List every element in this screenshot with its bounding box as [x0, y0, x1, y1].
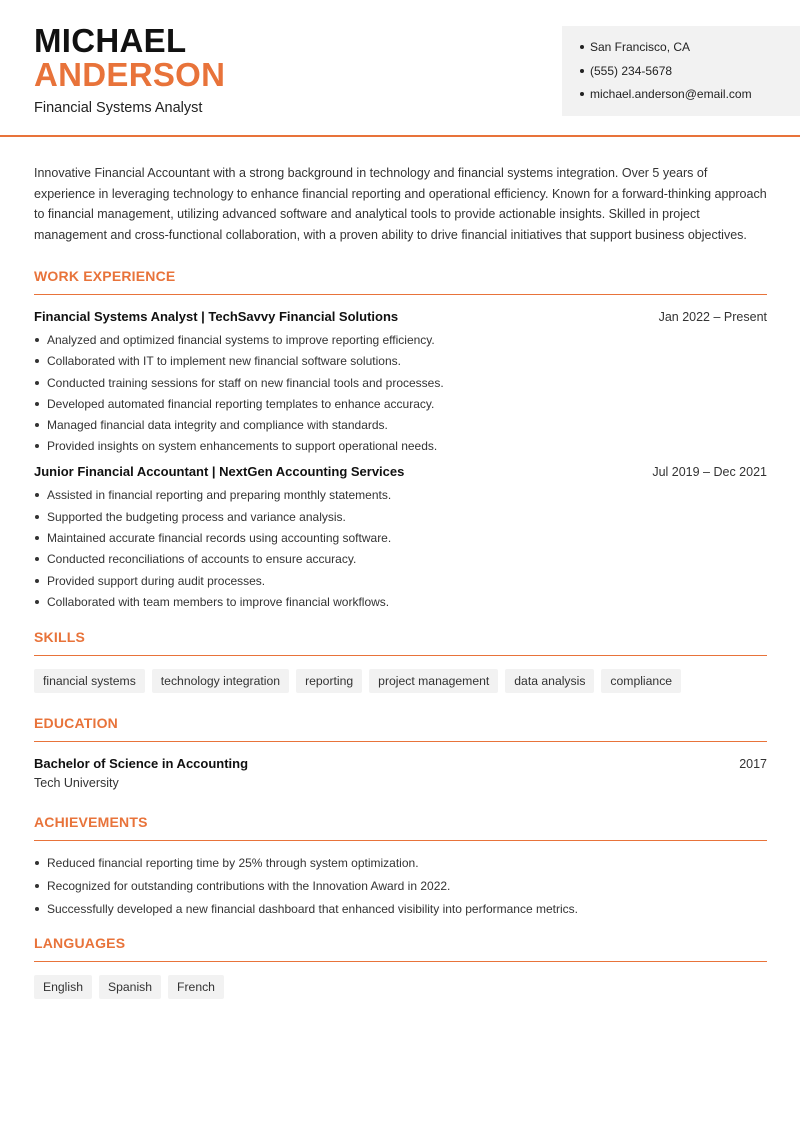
job-dates: Jan 2022 – Present [658, 310, 767, 324]
list-item: Recognized for outstanding contributions with the Innovation Award in 2022. [34, 878, 767, 894]
list-item: Collaborated with IT to implement new financial software solutions. [34, 353, 767, 369]
list-item: Collaborated with team members to improve financial workflows. [34, 594, 767, 610]
job-entry [34, 309, 767, 454]
section-title-languages: LANGUAGES [34, 935, 767, 962]
contact-location: San Francisco, CA [580, 39, 800, 63]
language-tag: English [34, 975, 92, 999]
section-title-skills: SKILLS [34, 629, 767, 656]
section-title-education: EDUCATION [34, 715, 767, 742]
language-tags [34, 975, 767, 999]
contact-phone: (555) 234-5678 [580, 63, 800, 87]
list-item: Conducted training sessions for staff on new financial tools and processes. [34, 375, 767, 391]
list-item: Developed automated financial reporting templates to enhance accuracy. [34, 396, 767, 412]
first-name: MICHAEL [34, 22, 187, 59]
school-name: Tech University [34, 775, 119, 790]
section-title-work: WORK EXPERIENCE [34, 268, 767, 295]
language-tag: Spanish [99, 975, 161, 999]
skill-tag: project management [369, 669, 498, 693]
list-item: Provided insights on system enhancements to support operational needs. [34, 438, 767, 454]
summary-paragraph: Innovative Financial Accountant with a strong background in technology and financial systems integration. Over 5 years of experience in leveraging technology to enhance financial reporting and operational efficiency. Known for a forward-thinking approach to financial management, utilizing advanced software and analytical tools to provide actionable insights. Skilled in project management and cross-functional collaboration, with a proven ability to drive financial initiatives that support business objectives. [34, 166, 767, 242]
last-name: ANDERSON [34, 56, 226, 93]
skill-tag: technology integration [152, 669, 289, 693]
contact-box [562, 26, 800, 116]
job-bullets [34, 332, 767, 454]
list-item: Maintained accurate financial records using accounting software. [34, 530, 767, 546]
skill-tag: reporting [296, 669, 362, 693]
skill-tag: data analysis [505, 669, 594, 693]
degree: Bachelor of Science in Accounting [34, 755, 249, 771]
list-item: Successfully developed a new financial dashboard that enhanced visibility into performance metrics. [34, 901, 767, 917]
job-title: Financial Systems Analyst [34, 100, 203, 116]
list-item: Managed financial data integrity and compliance with standards. [34, 417, 767, 433]
job-bullets [34, 487, 767, 609]
contact-list [580, 39, 800, 110]
job-entry [34, 464, 767, 609]
job-role: Junior Financial Accountant | NextGen Accounting Services [34, 464, 405, 480]
resume-header [0, 0, 800, 137]
skills-tags [34, 669, 767, 693]
skill-tag: financial systems [34, 669, 145, 693]
list-item: Assisted in financial reporting and preparing monthly statements. [34, 487, 767, 503]
list-item: Supported the budgeting process and variance analysis. [34, 509, 767, 525]
list-item: Analyzed and optimized financial systems to improve reporting efficiency. [34, 332, 767, 348]
job-dates: Jul 2019 – Dec 2021 [652, 465, 767, 480]
education-year: 2017 [739, 756, 767, 771]
section-title-achievements: ACHIEVEMENTS [34, 814, 767, 841]
skills-section [34, 629, 767, 693]
language-tag: French [168, 975, 224, 999]
list-item: Conducted reconciliations of accounts to ensure accuracy. [34, 551, 767, 567]
languages-section [34, 935, 767, 999]
list-item: Reduced financial reporting time by 25% through system optimization. [34, 855, 767, 871]
contact-email[interactable]: michael.anderson@email.com [580, 86, 800, 110]
list-item: Provided support during audit processes. [34, 573, 767, 589]
work-experience-section [34, 268, 767, 610]
education-section [34, 715, 767, 790]
achievements-section [34, 814, 767, 917]
skill-tag: compliance [601, 669, 681, 693]
achievements-list [34, 855, 767, 917]
resume-body [34, 137, 767, 999]
job-role: Financial Systems Analyst | TechSavvy Financial Solutions [34, 309, 399, 324]
